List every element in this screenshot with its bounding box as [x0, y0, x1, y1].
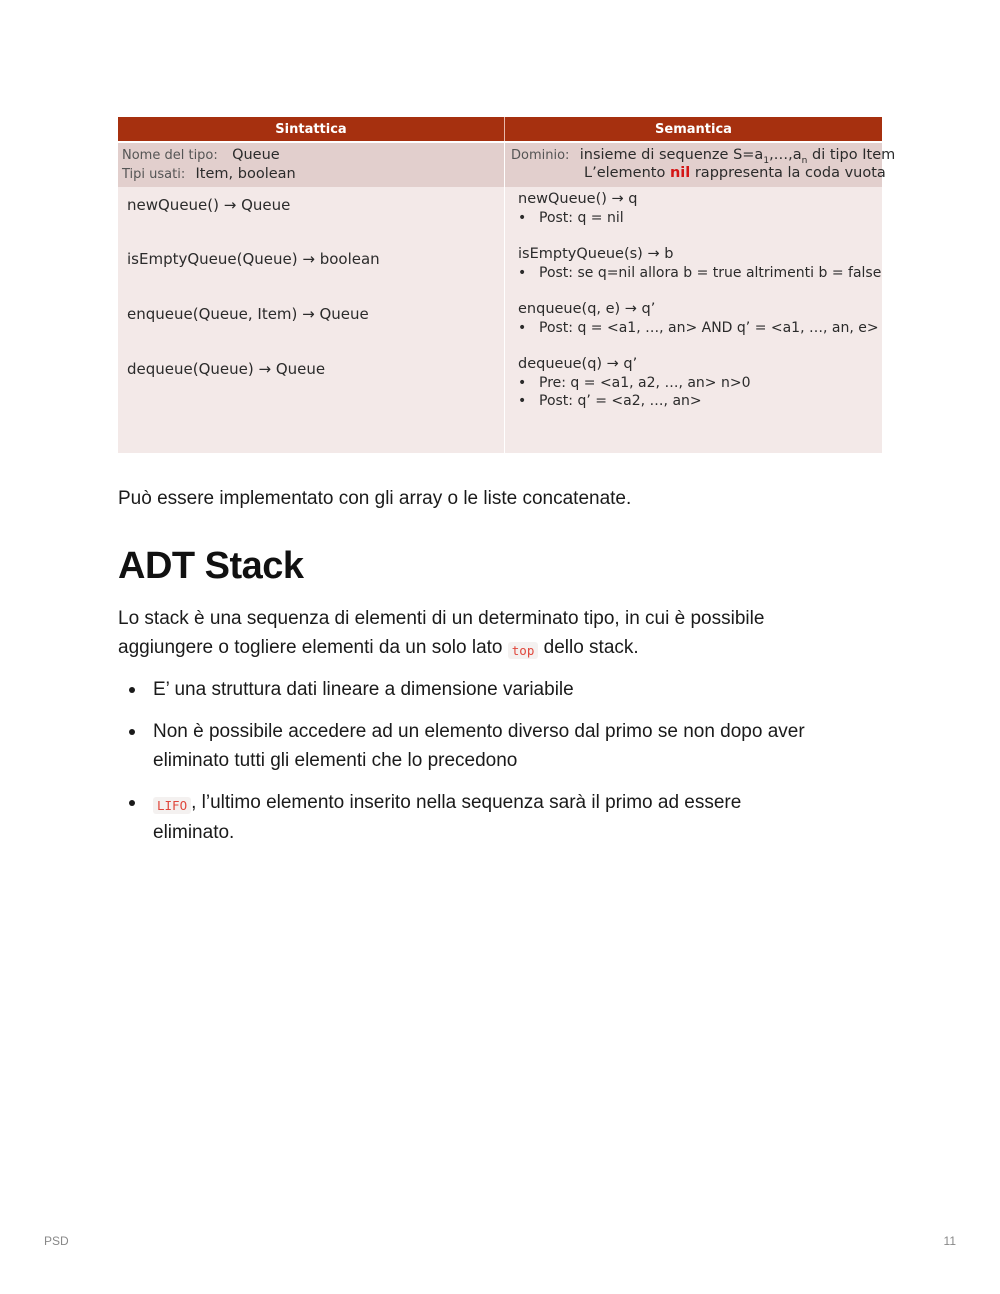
table-header	[118, 117, 882, 141]
implementation-note: Può essere implementato con gli array o le liste concatenate.	[118, 488, 632, 509]
domain-subscript-1: 1	[763, 155, 770, 166]
list-item: E’ una struttura dati lineare a dimensione variabile	[118, 675, 888, 704]
types-used-line	[122, 166, 296, 182]
header-sintattica: Sintattica	[275, 122, 347, 137]
header-divider	[504, 117, 505, 141]
syntax-dequeue: dequeue(Queue) → Queue	[127, 360, 326, 378]
page-number: 11	[943, 1234, 956, 1248]
semantics-isempty-post: • Post: se q=nil allora b = true altrimenti b = false	[518, 265, 882, 281]
list-item: Non è possibile accedere ad un elemento diverso dal primo se non dopo aver eliminato tutti gli elementi che lo precedono	[118, 717, 888, 775]
domain-text-2: ,…,a	[769, 147, 802, 163]
semantics-enqueue-sig: enqueue(q, e) → q’	[518, 301, 656, 317]
domain-text: insieme di sequenze S=a	[579, 147, 764, 163]
adt-queue-table	[118, 117, 896, 453]
domain-line	[511, 147, 895, 166]
code-lifo: LIFO	[153, 797, 191, 814]
semantics-newqueue-post: • Post: q = nil	[518, 210, 624, 226]
nil-line	[584, 165, 886, 181]
page-title: ADT Stack	[118, 545, 304, 587]
column-divider	[504, 141, 505, 453]
semantics-newqueue-sig: newQueue() → q	[518, 191, 638, 207]
stack-intro-line-2: aggiungere o togliere elementi da un solo lato top dello stack.	[118, 637, 639, 658]
stack-intro-line-1: Lo stack è una sequenza di elementi di un determinato tipo, in cui è possibile	[118, 608, 765, 629]
types-used-label: Tipi usati:	[122, 167, 186, 182]
stack-properties-list	[118, 675, 888, 860]
nil-after: rappresenta la coda vuota	[690, 165, 886, 181]
nil-keyword: nil	[669, 165, 691, 181]
nil-before: L’elemento	[584, 165, 670, 181]
type-name-line	[122, 147, 280, 163]
syntax-newqueue: newQueue() → Queue	[127, 196, 291, 214]
type-name-value: Queue	[232, 147, 280, 163]
semantics-dequeue-pre: • Pre: q = <a1, a2, …, an> n>0	[518, 375, 751, 391]
semantics-dequeue-post: • Post: q’ = <a2, …, an>	[518, 393, 702, 409]
bullet-dot	[129, 729, 135, 735]
bullet-dot	[129, 687, 135, 693]
domain-subscript-n: n	[801, 155, 808, 166]
list-item: LIFO , l’ultimo elemento inserito nella sequenza sarà il primo ad essere eliminato.	[118, 788, 888, 847]
header-semantica: Semantica	[655, 122, 732, 137]
syntax-isemptyqueue: isEmptyQueue(Queue) → boolean	[127, 250, 380, 268]
types-used-value: Item, boolean	[195, 166, 296, 182]
footer-course: PSD	[44, 1234, 69, 1248]
domain-label: Dominio:	[511, 148, 570, 163]
domain-text-3: di tipo Item	[807, 147, 896, 163]
syntax-enqueue: enqueue(Queue, Item) → Queue	[127, 305, 369, 323]
semantics-isempty-sig: isEmptyQueue(s) → b	[518, 246, 674, 262]
stack-intro	[118, 604, 888, 663]
bullet-dot	[129, 800, 135, 806]
semantics-dequeue-sig: dequeue(q) → q’	[518, 356, 638, 372]
code-top: top	[508, 642, 539, 659]
table-subheader	[118, 141, 896, 187]
semantics-enqueue-post: • Post: q = <a1, …, an> AND q’ = <a1, …, an, e>	[518, 320, 879, 336]
type-name-label: Nome del tipo:	[122, 148, 218, 163]
